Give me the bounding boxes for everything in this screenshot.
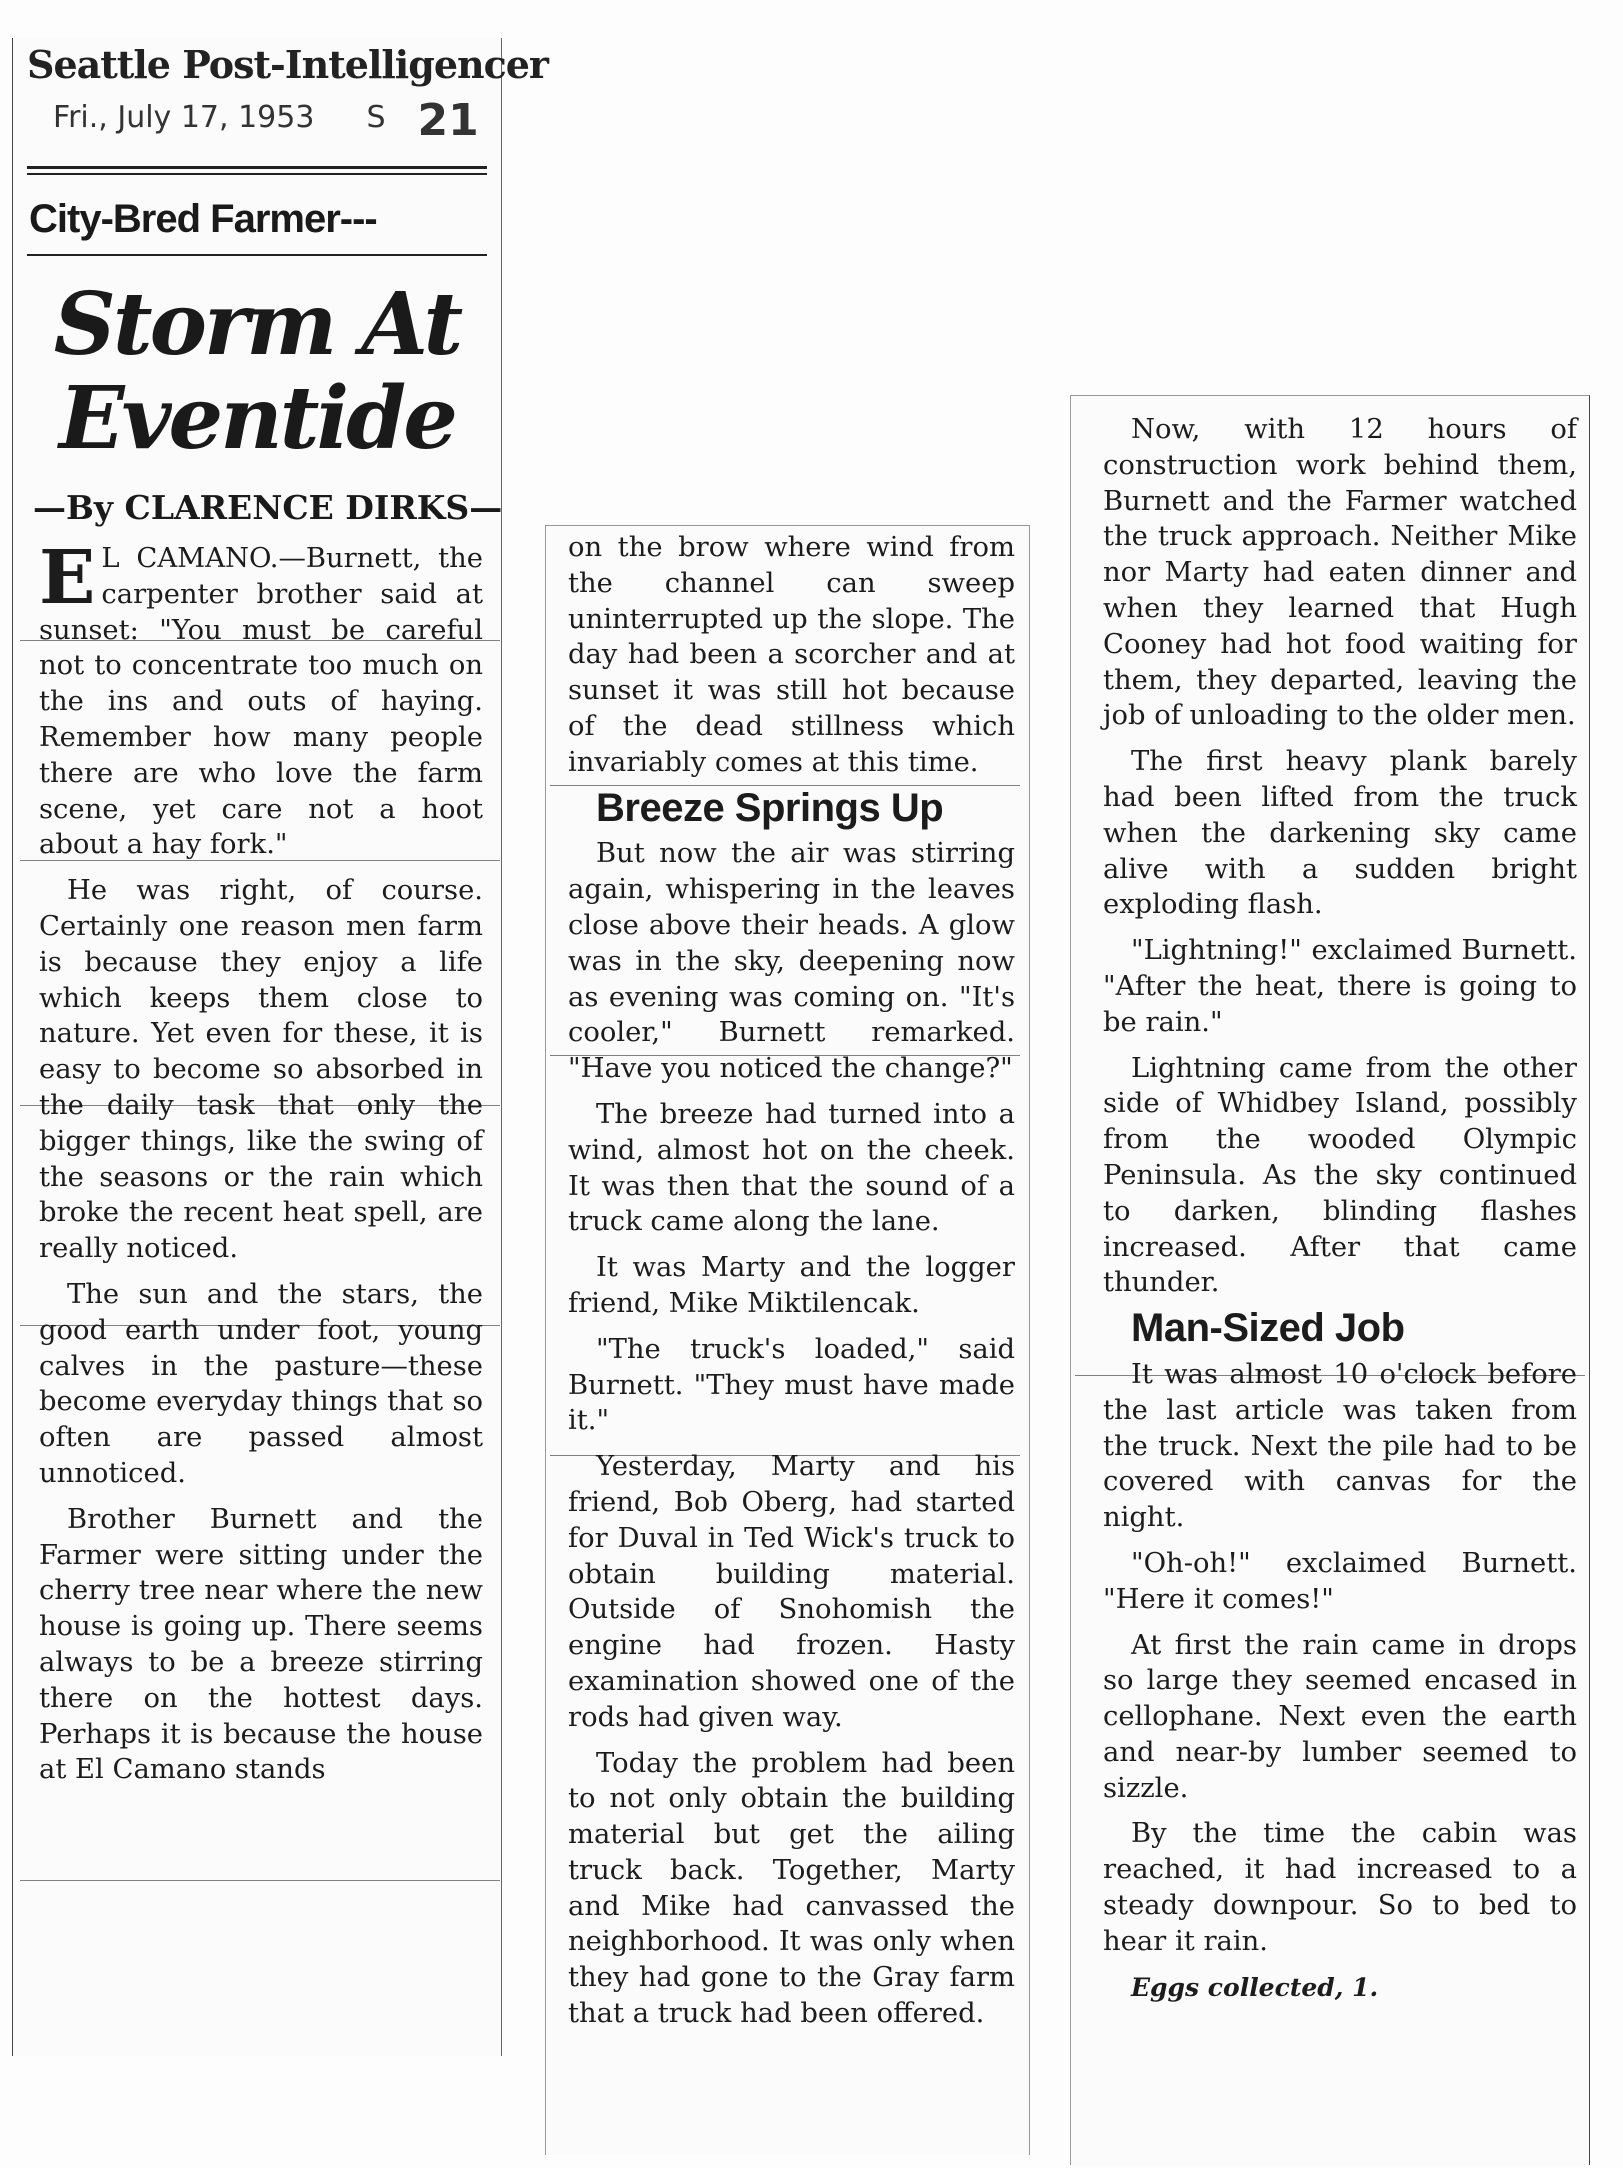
kicker-title: City-Bred Farmer--- bbox=[29, 197, 377, 241]
article-body-col1 bbox=[13, 535, 501, 1788]
paragraph: The first heavy plank barely had been lifted from the truck when the darkening sky came alive with a sudden bright exploding flash. bbox=[1103, 746, 1577, 921]
paragraph: Brother Burnett and the Farmer were sitting under the cherry tree near where the new house is going up. There seems always to be a breeze stirring there on the hottest days. Perhaps it is because the house at El Camano stands bbox=[39, 1503, 483, 1786]
paragraph: The sun and the stars, the good earth under foot, young calves in the pasture—these become everyday things that so often are passed almost unnoticed. bbox=[39, 1278, 483, 1489]
crease-line bbox=[20, 1105, 500, 1106]
paragraph-text: L CAMANO.—Burnett, the carpenter brother said at sunset: "You must be careful not to concentrate too much on the ins and outs of haying. Remember how many people there are who love the farm scene, yet care not a hoot about a hay fork." bbox=[39, 543, 483, 861]
paragraph bbox=[39, 535, 483, 863]
edition-mark: S bbox=[366, 100, 386, 135]
drop-cap: E bbox=[39, 535, 96, 621]
clipping-column-3 bbox=[1070, 395, 1590, 2165]
masthead-title: Seattle Post-Intelligencer bbox=[27, 42, 548, 87]
subhead: Breeze Springs Up bbox=[596, 785, 944, 830]
byline: —By CLARENCE DIRKS— bbox=[33, 488, 503, 527]
paragraph: Lightning came from the other side of Whidbey Island, possibly from the wooded Olympic Peninsula. As the sky continued to darken, blinding flashes increased. After that came thunder. bbox=[1103, 1052, 1577, 1299]
publication-date: Fri., July 17, 1953 bbox=[53, 100, 315, 135]
paragraph: "Lightning!" exclaimed Burnett. "After the heat, there is going to be rain." bbox=[1103, 935, 1577, 1038]
crease-line bbox=[1075, 1375, 1585, 1376]
article-body-col3 bbox=[1071, 412, 1589, 2005]
paragraph: It was almost 10 o'clock before the last article was taken from the truck. Next the pile had to be covered with canvas for the night. bbox=[1103, 1358, 1577, 1534]
crease-line bbox=[20, 1325, 500, 1326]
paragraph: At first the rain came in drops so large they seemed encased in cellophane. Next even the earth and near-by lumber seemed to sizzle. bbox=[1103, 1629, 1577, 1804]
crease-line bbox=[550, 1055, 1020, 1056]
paragraph: on the brow where wind from the channel can sweep uninterrupted up the slope. The day had been a scorcher and at sunset it was still hot because of the dead stillness which invariably comes at this time. bbox=[568, 532, 1015, 778]
double-rule bbox=[27, 166, 487, 175]
paragraph: Today the problem had been to not only obtain the building material but get the ailing truck back. Together, Marty and Mike had canvassed the neighborhood. It was only when they had gone to the Gray farm that a truck had been offered. bbox=[568, 1747, 1015, 2030]
paragraph: "The truck's loaded," said Burnett. "They must have made it." bbox=[568, 1333, 1015, 1437]
paragraph: He was right, of course. Certainly one reason men farm is because they enjoy a life which keeps them close to nature. Yet even for these, it is easy to become so absorbed in the daily task that only the bigger things, like the swing of the seasons or the rain which broke the recent heat spell, are really noticed. bbox=[39, 875, 483, 1265]
paragraph: The breeze had turned into a wind, almost hot on the cheek. It was then that the sound of a truck came along the lane. bbox=[568, 1098, 1015, 1238]
signoff: Eggs collected, 1. bbox=[1131, 1972, 1379, 2002]
paragraph: By the time the cabin was reached, it had increased to a steady downpour. So to bed to hear it rain. bbox=[1103, 1818, 1577, 1957]
crease-line bbox=[20, 640, 500, 641]
subhead: Man-Sized Job bbox=[1131, 1306, 1405, 1351]
article-body-col2 bbox=[546, 530, 1029, 2032]
paragraph: "Oh-oh!" exclaimed Burnett. "Here it comes!" bbox=[1103, 1547, 1577, 1615]
crease-line bbox=[550, 1455, 1020, 1456]
crease-line bbox=[550, 785, 1020, 786]
page-number: 21 bbox=[417, 95, 479, 146]
paragraph: Yesterday, Marty and his friend, Bob Oberg, had started for Duval in Ted Wick's truck to obtain building material. Outside of Snohomish the engine had frozen. Hasty examination showed one of the rods had given way. bbox=[568, 1451, 1015, 1733]
paragraph: But now the air was stirring again, whispering in the leaves close above their heads. A glow was in the sky, deepening now as evening was coming on. "It's cooler," Burnett remarked. "Have you noticed the change?" bbox=[568, 838, 1015, 1085]
paragraph: It was Marty and the logger friend, Mike Miktilencak. bbox=[568, 1252, 1015, 1319]
crease-line bbox=[20, 1880, 500, 1881]
paragraph: Now, with 12 hours of construction work behind them, Burnett and the Farmer watched the truck approach. Neither Mike nor Marty had eaten dinner and when they learned that Hugh Cooney had hot food waiting for them, they departed, leaving the job of unloading to the older men. bbox=[1103, 414, 1577, 732]
clipping-column-2 bbox=[545, 525, 1030, 2155]
crease-line bbox=[20, 860, 500, 861]
rule bbox=[27, 254, 487, 256]
clipping-column-1 bbox=[12, 38, 548, 2056]
dateline bbox=[53, 95, 501, 146]
headline: Storm At Eventide bbox=[53, 274, 461, 469]
